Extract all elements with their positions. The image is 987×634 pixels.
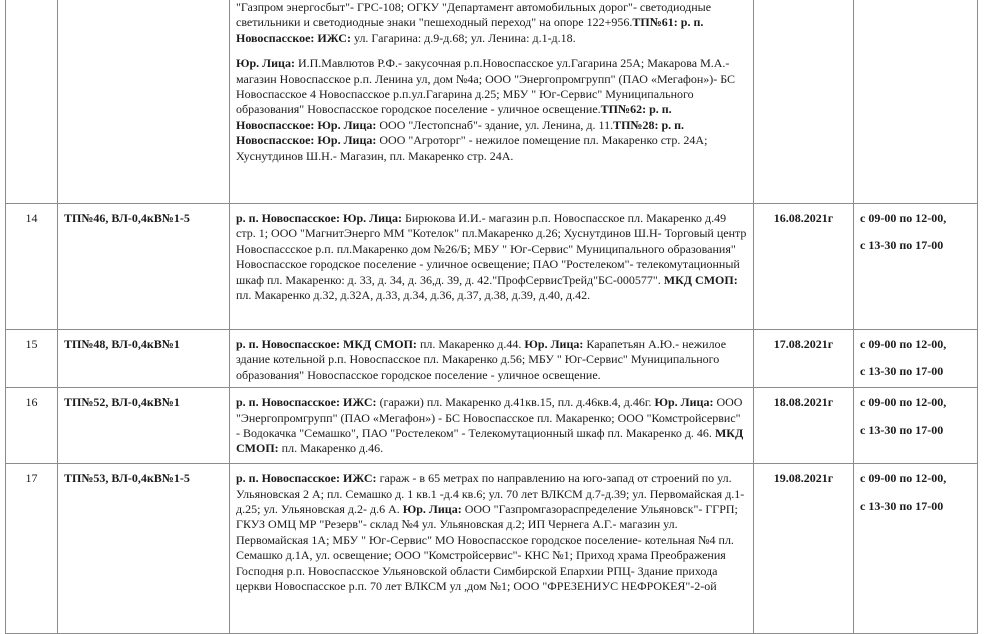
description-text: ООО "Газпромгазораспределение Ульяновск"- ГГРП; ГКУЗ ОМЦ МР "Резерв"- склад №4 ул. Ульяновская д.2; ИП Чернега А.Г.- магазин ул. Первомайская 1А; МБУ " Юг-Сервис" МО Новоспасское городское поселение- котельная №4 пл. Семашко д.1А, ул. освещение; ООО "Комстройсервис"- КНС №1; Приход храма Преображения Господня р.п. Новоспасское Ульяновской области Симбирской Епархии РПЦ- Здание прихода церкви Новоспасское р.п. 70 лет ВЛКСМ ул ,дом №1; ООО "ФРЕЗЕНИУС НЕФРОКЕЯ"-2-ой	[236, 502, 738, 594]
description-text: пл. Макаренко д.46.	[278, 441, 384, 456]
substation-cell: ТП№46, ВЛ-0,4кВ№1-5	[58, 204, 230, 330]
consumers-description-cell	[230, 388, 754, 464]
outage-date-cell: 16.08.2021г	[754, 204, 854, 330]
description-heading-text: Юр. Лица:	[521, 337, 584, 351]
description-heading-text: ТП№28: р. п. Новоспасское: Юр. Лица:	[236, 117, 685, 148]
description-heading-text: р. п. Новоспасское: МКД СМОП:	[236, 337, 417, 351]
description-text: пл. Макаренко д.32, д.32А, д.33, д.34, д.36, д.37, д.38, д.39, д.40, д.42.	[236, 288, 591, 303]
substation-cell: ТП№52, ВЛ-0,4кВ№1	[58, 388, 230, 464]
outage-time-cell	[854, 330, 978, 388]
time-interval-morning: с 09-00 по 12-00,	[860, 471, 947, 486]
table-row	[6, 0, 978, 204]
description-heading-text: р. п. Новоспасское: Юр. Лица:	[236, 211, 402, 225]
consumers-description-cell	[230, 0, 754, 204]
consumers-description-cell	[230, 464, 754, 634]
description-heading-text: ТП№61: р. п. Новоспасское: ИЖС:	[236, 15, 704, 45]
description-text: ООО "Агроторг" - нежилое помещение пл. Макаренко стр. 24А; Хуснутдинов Ш.Н.- Магазин, пл. Макаренко стр. 24А.	[236, 133, 708, 163]
outage-time-cell	[854, 0, 978, 204]
description-text: ООО "Энергопромгрупп" (ПАО «Мегафон») - БС Новоспасское пл. Макаренко; ООО "Комстройсервис" - Водокачка "Семашко", ПАО "Ростелеком" - Телекомутационный шкаф пл. Макаренко д. 46.	[236, 395, 743, 441]
row-number-cell	[6, 0, 58, 204]
time-interval-afternoon: с 13-30 по 17-00	[860, 498, 944, 513]
outage-date-cell	[754, 0, 854, 204]
description-text: Карапетьян А.Ю.- нежилое здание котельной р.п. Новоспасское пл. Макаренко д.56; МБУ " Юг-Сервис" Муниципального образования" Новоспасское городское поселение - уличное освещение.	[236, 337, 727, 382]
description-text: И.П.Мавлютов Р.Ф.- закусочная р.п.Новоспасское ул.Гагарина 25А; Макарова М.А.- магазин Новоспасское р.п. Ленина ул, дом №4а; ООО "Энергопромгрупп" (ПАО «Мегафон»)- БС Новоспасское 4 Новоспасское р.п.ул.Гагарина д.25; МБУ " Юг-Сервис" Муниципального образования" Новоспасское городское поселение - уличное освещение.	[236, 56, 736, 117]
description-text: гараж - в 65 метрах по направлению на юго-запад от строений по ул. Ульяновская 2 А; пл. Семашко д. 1 кв.1 -д.4 кв.6; ул. 70 лет ВЛКСМ д.7-д.39; ул. Первомайская д.1-д.25; ул. Ульяновская д.2- д.6 А.	[236, 471, 745, 517]
description-paragraph	[236, 395, 747, 457]
description-paragraph	[236, 471, 747, 594]
description-heading-text: Юр. Лица:	[651, 395, 714, 410]
time-interval-afternoon: с 13-30 по 17-00	[860, 422, 944, 437]
description-paragraph	[236, 337, 747, 383]
time-interval-afternoon: с 13-30 по 17-00	[860, 364, 944, 379]
description-text: "Газпром энергосбыт"- ГРС-108; ОГКУ "Департамент автомобильных дорог"- светодиодные светильники и светодиодные знаки "пешеходный переход" на опоре 122+956.	[236, 0, 712, 30]
substation-cell	[58, 0, 230, 204]
outage-date-cell: 18.08.2021г	[754, 388, 854, 464]
row-number-cell: 16	[6, 388, 58, 464]
outage-date-cell: 19.08.2021г	[754, 464, 854, 634]
description-heading-text: р. п. Новоспасское: ИЖС:	[236, 395, 377, 410]
time-interval-morning: с 09-00 по 12-00,	[860, 395, 947, 410]
description-text: ООО "Лестопснаб"- здание, ул. Ленина, д. 11.	[376, 117, 614, 132]
outage-time-cell	[854, 204, 978, 330]
description-paragraph	[236, 56, 747, 164]
consumers-description-cell	[230, 204, 754, 330]
table-row	[6, 204, 978, 330]
table-row	[6, 388, 978, 464]
table-row	[6, 464, 978, 634]
time-interval-afternoon: с 13-30 по 17-00	[860, 238, 944, 253]
description-text: (гаражи) пл. Макаренко д.41кв.15, пл. д.46кв.4, д.46г.	[376, 395, 652, 410]
time-interval-morning: с 09-00 по 12-00,	[860, 211, 947, 225]
description-text: ул. Гагарина: д.9-д.68; ул. Ленина: д.1-д.18.	[350, 30, 576, 45]
consumers-description-cell	[230, 330, 754, 388]
table-row	[6, 330, 978, 388]
table-body	[6, 0, 978, 634]
row-number-cell: 17	[6, 464, 58, 634]
outage-time-cell	[854, 388, 978, 464]
outage-time-cell	[854, 464, 978, 634]
time-interval-morning: с 09-00 по 12-00,	[860, 337, 947, 351]
description-heading-text: МКД СМОП:	[660, 272, 738, 287]
substation-cell: ТП№48, ВЛ-0,4кВ№1	[58, 330, 230, 388]
description-text: Бирюкова И.И.- магазин р.п. Новоспасское пл. Макаренко д.49 стр. 1; ООО "МагнитЭнерго ММ "Котелок" пл.Макаренко д.26; Хуснутдинов Ш.Н- Торговый центр Новоспассское р.п. пл.Макаренко дом №26/Б; МБУ " Юг-Сервис" Муниципального образования" Новоспасское городское поселение - уличное освещение; ПАО "Ростелеком"- телекомутационный шкаф пл. Макаренко: д. 33, д. 34, д. 36,д. 39, д. 42."ПрофСервисТрейд"БС-000577".	[236, 211, 747, 287]
row-number-cell: 14	[6, 204, 58, 330]
description-heading-text: р. п. Новоспасское: ИЖС:	[236, 471, 377, 486]
description-heading-text: МКД СМОП:	[236, 426, 744, 456]
description-paragraph	[236, 0, 747, 46]
description-text: пл. Макаренко д.44.	[416, 337, 522, 351]
description-heading-text: Юр. Лица:	[236, 56, 295, 71]
row-number-cell: 15	[6, 330, 58, 388]
outage-date-cell: 17.08.2021г	[754, 330, 854, 388]
description-heading-text: ТП№62: р. п. Новоспасское: Юр. Лица:	[236, 102, 672, 132]
substation-cell: ТП№53, ВЛ-0,4кВ№1-5	[58, 464, 230, 634]
outage-schedule-table	[5, 0, 978, 634]
description-paragraph	[236, 211, 747, 303]
description-heading-text: Юр. Лица:	[399, 502, 462, 517]
